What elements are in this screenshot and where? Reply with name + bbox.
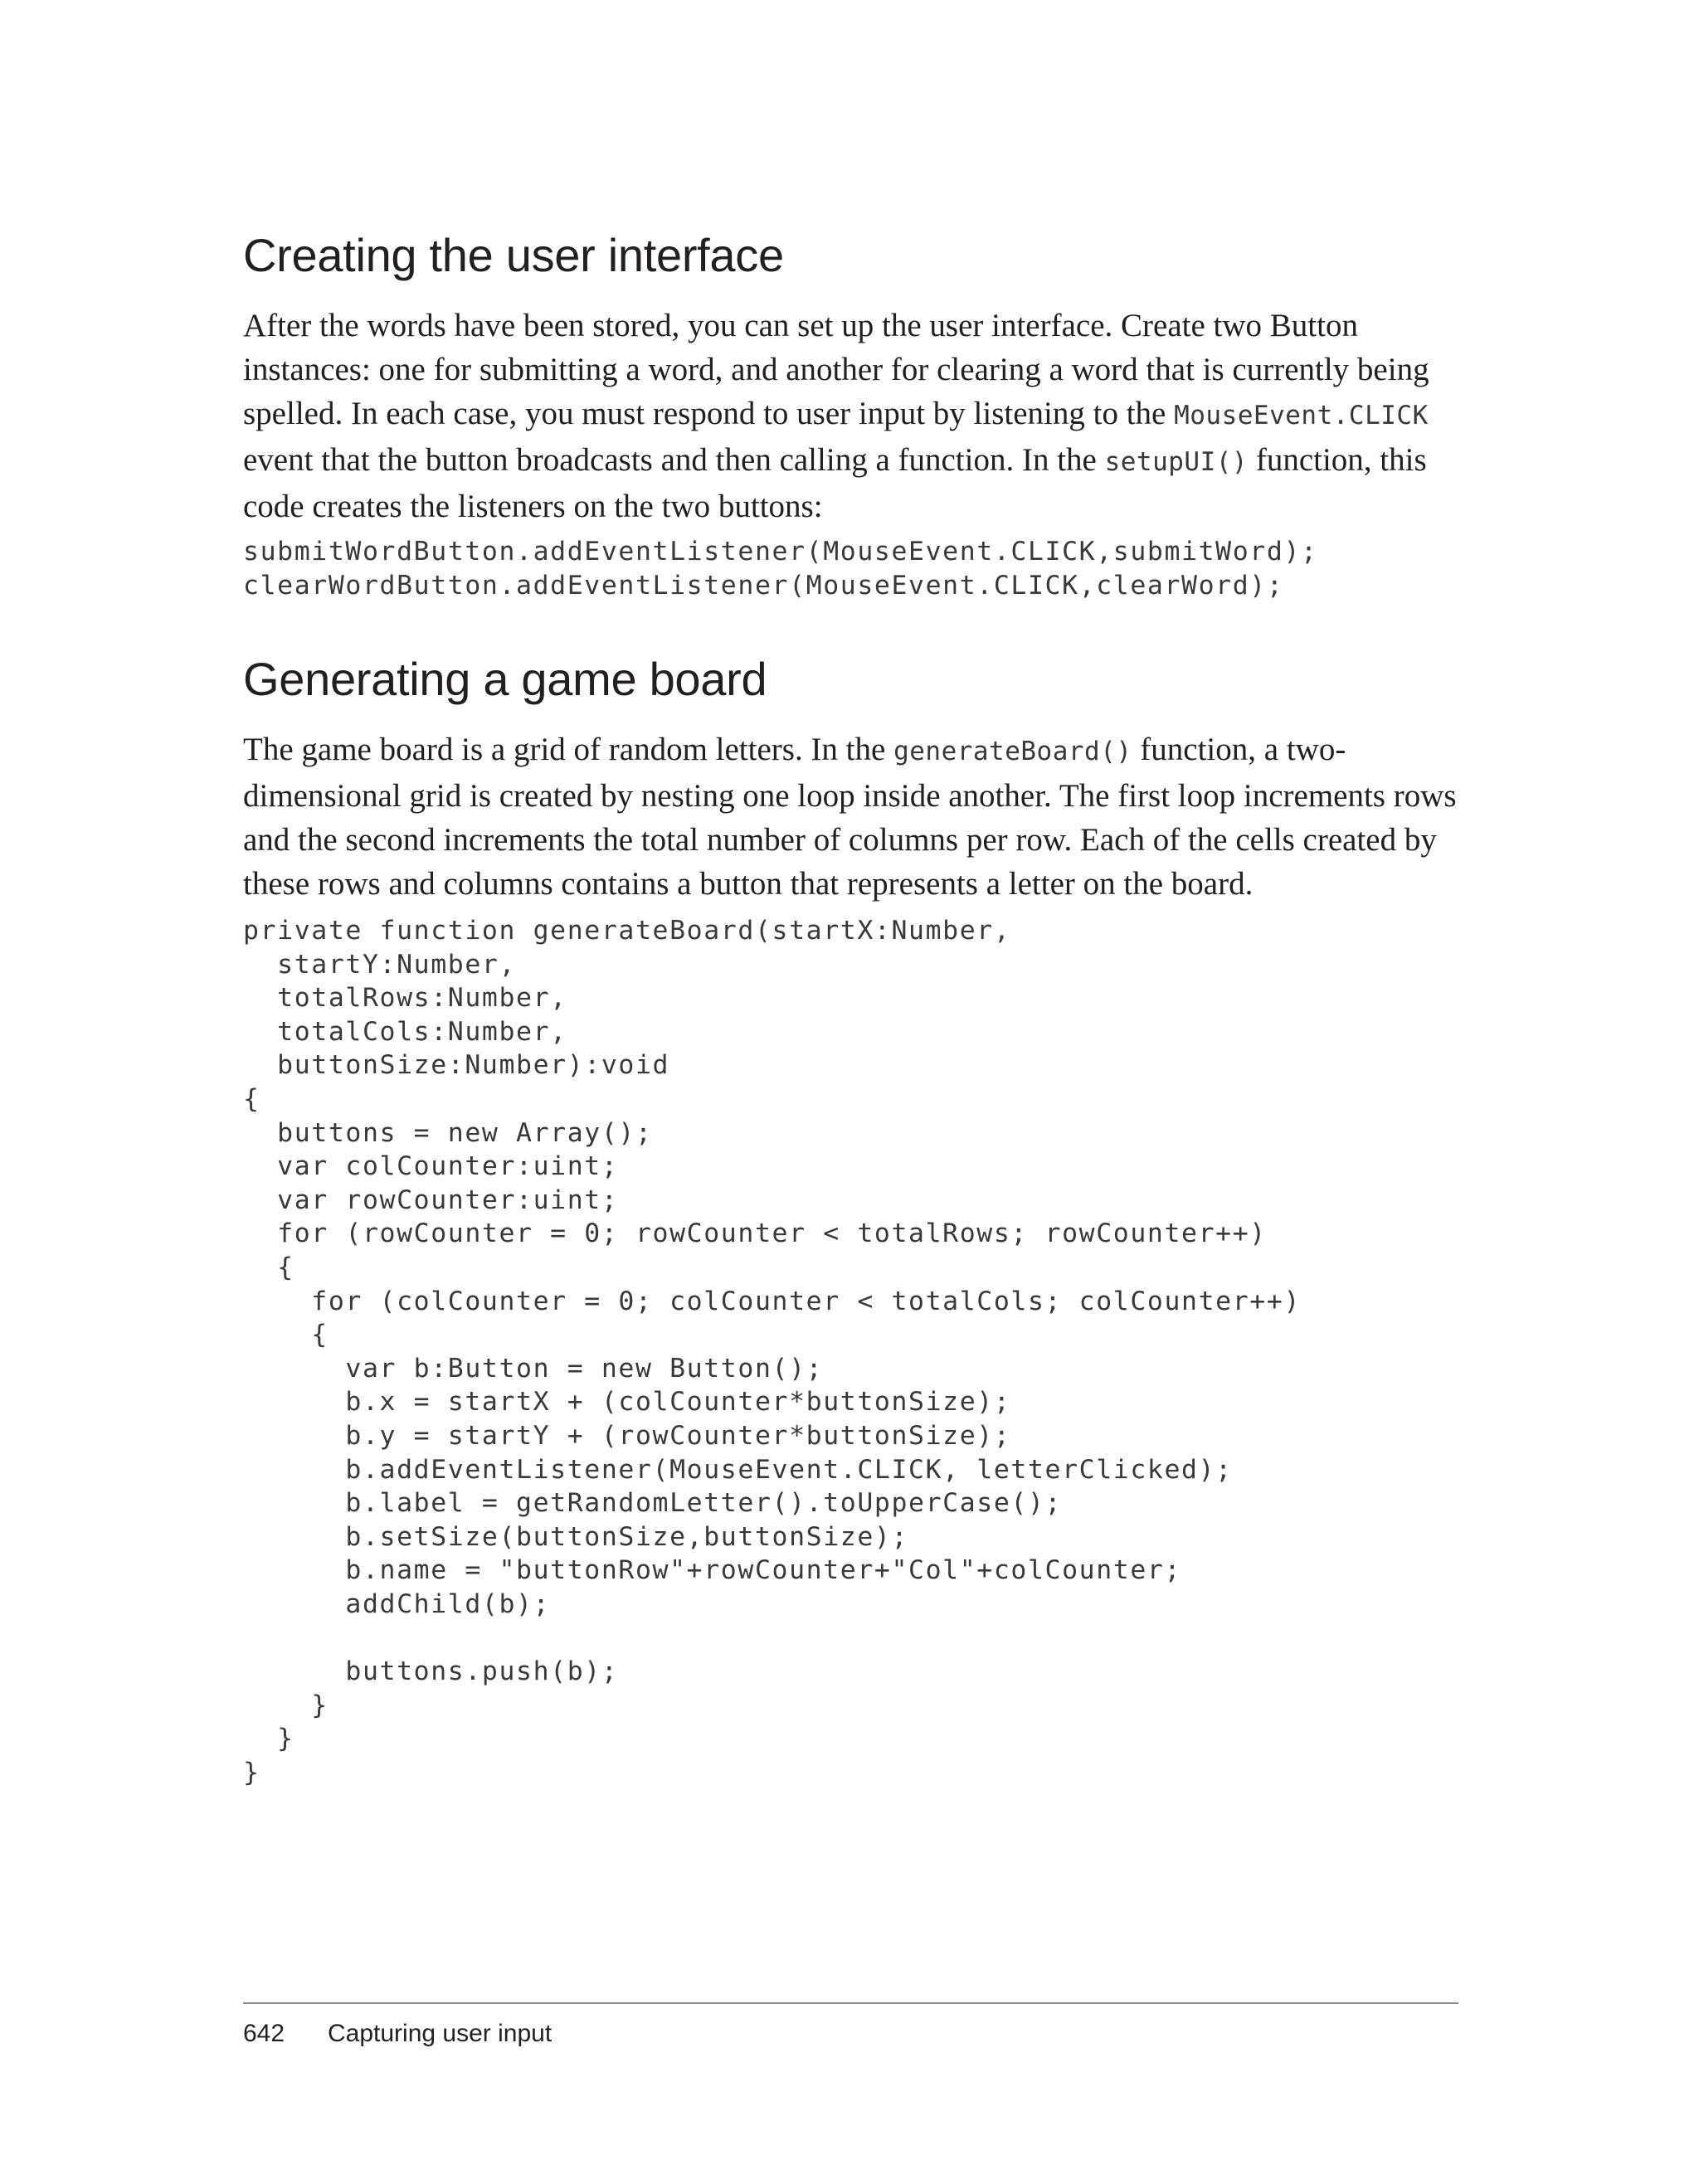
paragraph-line <box>243 818 1458 862</box>
code-line: var colCounter:uint; <box>243 1151 619 1182</box>
code-line: { <box>243 1320 329 1350</box>
paragraph-line <box>243 727 1458 774</box>
paragraph-text: dimensional grid is created by nesting one loop inside another. The first loop increments rows <box>243 778 1457 814</box>
section-heading-user-interface: Creating the user interface <box>243 229 784 281</box>
inline-code: generateBoard() <box>893 737 1132 766</box>
code-line: private function generateBoard(startX:Number, <box>243 916 1011 946</box>
page-footer <box>243 2019 552 2049</box>
paragraph-text: code creates the listeners on the two buttons: <box>243 489 823 524</box>
code-line: b.y = startY + (rowCounter*buttonSize); <box>243 1420 1011 1451</box>
code-block-generate-board <box>243 914 1301 1789</box>
inline-code: MouseEvent.CLICK <box>1174 401 1429 430</box>
chapter-title: Capturing user input <box>328 2020 553 2047</box>
book-page <box>243 0 1458 2184</box>
code-line: b.x = startX + (colCounter*buttonSize); <box>243 1387 1011 1418</box>
paragraph-text: event that the button broadcasts and then calling a function. In the <box>243 442 1105 478</box>
code-line: var rowCounter:uint; <box>243 1184 619 1215</box>
code-line: { <box>243 1252 295 1282</box>
code-line: b.name = "buttonRow"+rowCounter+"Col"+colCounter; <box>243 1555 1182 1586</box>
paragraph-line <box>243 484 1458 528</box>
section-paragraph-game-board <box>243 727 1458 906</box>
paragraph-text: The game board is a grid of random letters. In the <box>243 732 894 767</box>
paragraph-text: spelled. In each case, you must respond to user input by listening to the <box>243 396 1175 431</box>
paragraph-text: these rows and columns contains a button that represents a letter on the board. <box>243 866 1254 902</box>
code-line: for (rowCounter = 0; rowCounter < totalRows; rowCounter++) <box>243 1218 1267 1249</box>
code-line: var b:Button = new Button(); <box>243 1353 824 1384</box>
code-line: totalRows:Number, <box>243 983 567 1014</box>
code-line: submitWordButton.addEventListener(MouseEvent.CLICK,submitWord); <box>243 537 1318 567</box>
page-number: 642 <box>243 2020 285 2047</box>
section-heading-game-board: Generating a game board <box>243 653 767 705</box>
paragraph-text: function, a two- <box>1132 732 1346 767</box>
paragraph-text: instances: one for submitting a word, and another for clearing a word that is currently being <box>243 352 1429 387</box>
footer-divider <box>243 2002 1458 2004</box>
code-line: } <box>243 1757 260 1788</box>
code-block-listeners <box>243 535 1318 602</box>
code-line: { <box>243 1083 260 1114</box>
code-line: b.label = getRandomLetter().toUpperCase(); <box>243 1488 1063 1519</box>
paragraph-line <box>243 348 1458 392</box>
code-line: startY:Number, <box>243 949 517 980</box>
code-line: clearWordButton.addEventListener(MouseEvent.CLICK,clearWord); <box>243 570 1284 601</box>
code-line: buttons = new Array(); <box>243 1117 653 1148</box>
inline-code: setupUI() <box>1104 447 1249 477</box>
code-line: buttonSize:Number):void <box>243 1050 670 1081</box>
code-line: } <box>243 1724 295 1754</box>
paragraph-text: After the words have been stored, you can set up the user interface. Create two Button <box>243 308 1358 343</box>
code-line: addChild(b); <box>243 1588 551 1619</box>
paragraph-text: function, this <box>1248 442 1427 478</box>
code-line: b.addEventListener(MouseEvent.CLICK, letterClicked); <box>243 1454 1233 1485</box>
code-line: buttons.push(b); <box>243 1656 619 1687</box>
paragraph-line <box>243 774 1458 818</box>
code-line <box>243 1621 1301 1655</box>
code-line: } <box>243 1690 329 1720</box>
paragraph-line <box>243 392 1458 438</box>
code-line: b.setSize(buttonSize,buttonSize); <box>243 1521 909 1552</box>
paragraph-line <box>243 438 1458 484</box>
code-line: for (colCounter = 0; colCounter < totalCols; colCounter++) <box>243 1286 1302 1316</box>
paragraph-line <box>243 304 1458 348</box>
code-line: totalCols:Number, <box>243 1016 567 1047</box>
paragraph-line <box>243 862 1458 906</box>
paragraph-text: and the second increments the total number of columns per row. Each of the cells created by <box>243 822 1437 858</box>
section-paragraph-user-interface <box>243 304 1458 528</box>
